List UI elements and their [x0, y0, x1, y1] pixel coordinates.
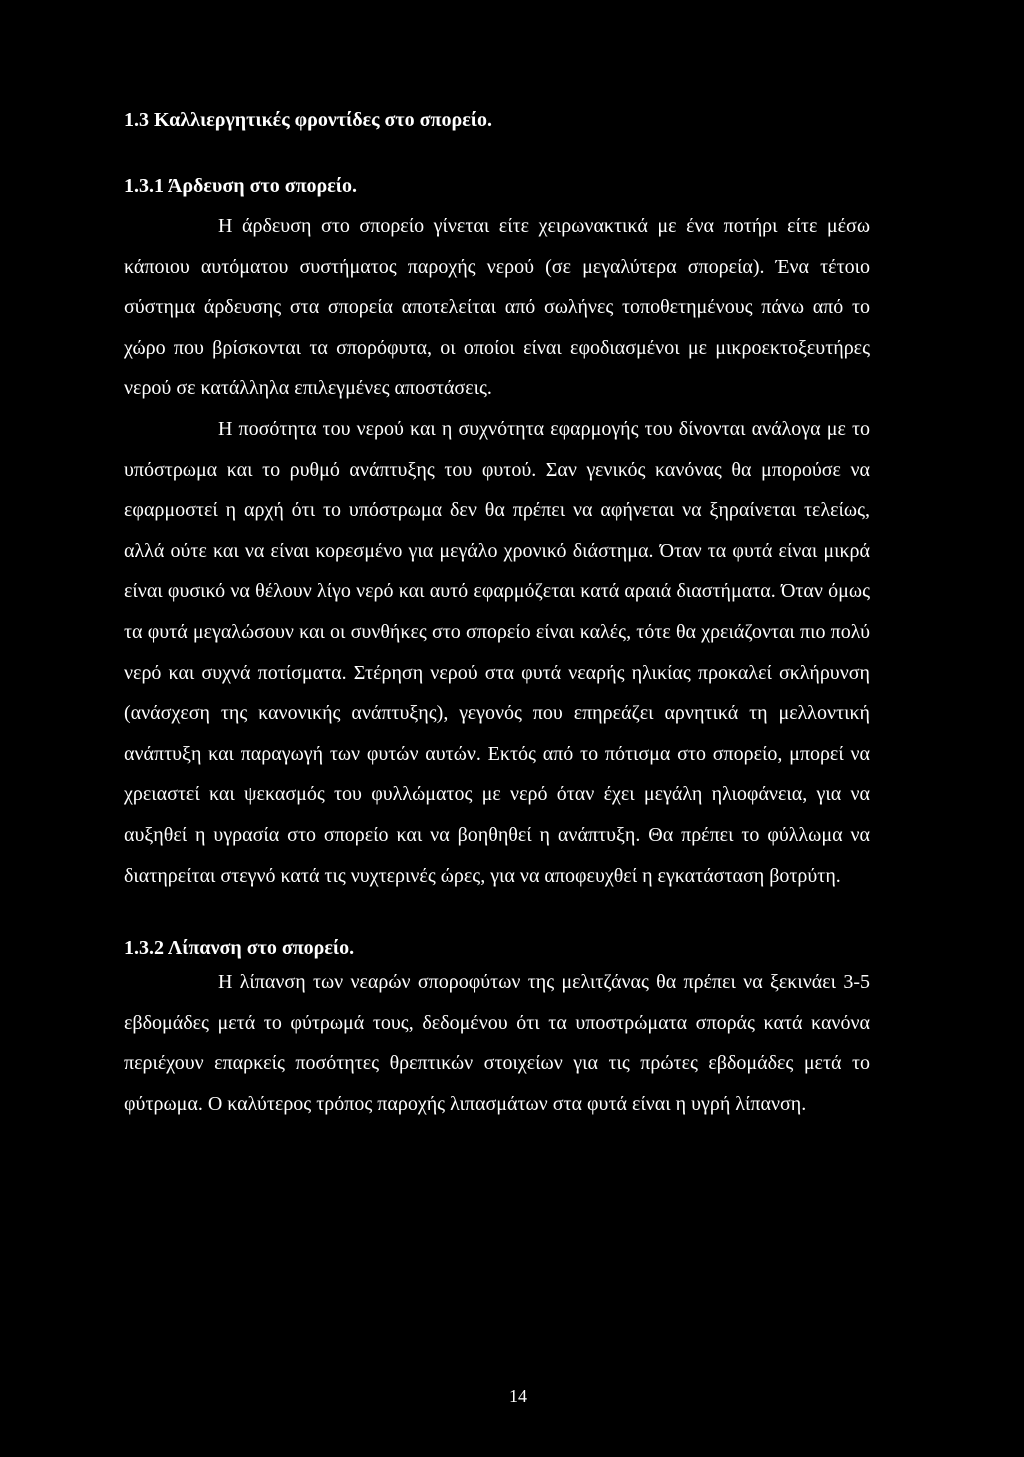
subsection-heading-fertilization	[124, 934, 870, 962]
subsection-title: Λίπανση στο σπορείο.	[167, 937, 355, 960]
page-number: 14	[509, 1386, 527, 1406]
fertilization-paragraph-1: Η λίπανση των νεαρών σποροφύτων της μελιτζάνας θα πρέπει να ξεκινάει 3-5 εβδομάδες μετά το φύτρωμά τους, δεδομένου ότι τα υποστρώματα σποράς κατά κανόνα περιέχουν επαρκείς ποσότητες θρεπτικών στοιχείων για τις πρώτες εβδομάδες μετά το φύτρωμα. Ο καλύτερος τρόπος παροχής λιπασμάτων στα φυτά είναι η υγρή λίπανση.	[124, 971, 870, 1115]
irrigation-paragraph-1: Η άρδευση στο σπορείο γίνεται είτε χειρωνακτικά με ένα ποτήρι είτε μέσω κάποιου αυτόματου συστήματος παροχής νερού (σε μεγαλύτερα σπορεία). Ένα τέτοιο σύστημα άρδευσης στα σπορεία αποτελείται από σωλήνες τοποθετημένους πάνω από το χώρο που βρίσκονται τα σπορόφυτα, οι οποίοι είναι εφοδιασμένοι με μικροεκτοξευτήρες νερού σε κατάλληλα επιλεγμένες αποστάσεις.	[124, 215, 870, 400]
subsection-number: 1.3.2	[124, 937, 164, 960]
subsection-title: Άρδευση στο σπορείο.	[167, 175, 357, 197]
subsection-number: 1.3.1	[124, 175, 164, 197]
irrigation-paragraph-2: Η ποσότητα του νερού και η συχνότητα εφαρμογής του δίνονται ανάλογα με το υπόστρωμα και το ρυθμό ανάπτυξης του φυτού. Σαν γενικός κανόνας θα μπορούσε να εφαρμοστεί η αρχή ότι το υπόστρωμα δεν θα πρέπει να αφήνεται να ξηραίνεται τελείως, αλλά ούτε και να είναι κορεσμένο για μεγάλο χρονικό διάστημα. Όταν τα φυτά είναι μικρά είναι φυσικό να θέλουν λίγο νερό και αυτό εφαρμόζεται κατά αραιά διαστήματα. Όταν όμως τα φυτά μεγαλώσουν και οι συνθήκες στο σπορείο είναι καλές, τότε θα χρειάζονται πιο πολύ νερό και συχνά ποτίσματα. Στέρηση νερού στα φυτά νεαρής ηλικίας προκαλεί σκλήρυνση (ανάσχεση της κανονικής ανάπτυξης), γεγονός που επηρεάζει αρνητικά τη μελλοντική ανάπτυξη και παραγωγή των φυτών αυτών. Εκτός από το πότισμα στο σπορείο, μπορεί να χρειαστεί και ψεκασμός του φυλλώματος με νερό όταν έχει μεγάλη ηλιοφάνεια, για να αυξηθεί η υγρασία στο σπορείο και να βοηθηθεί η ανάπτυξη. Θα πρέπει το φύλλωμα να διατηρείται στεγνό κατά τις νυχτερινές ώρες, για να αποφευχθεί η εγκατάσταση βοτρύτη.	[124, 417, 870, 887]
section-number: 1.3	[124, 109, 149, 131]
section-title: Καλλιεργητικές φροντίδες στο σπορείο.	[154, 109, 492, 131]
section-heading	[124, 100, 870, 140]
subsection-heading-irrigation	[124, 166, 870, 206]
document-page	[124, 100, 870, 1124]
